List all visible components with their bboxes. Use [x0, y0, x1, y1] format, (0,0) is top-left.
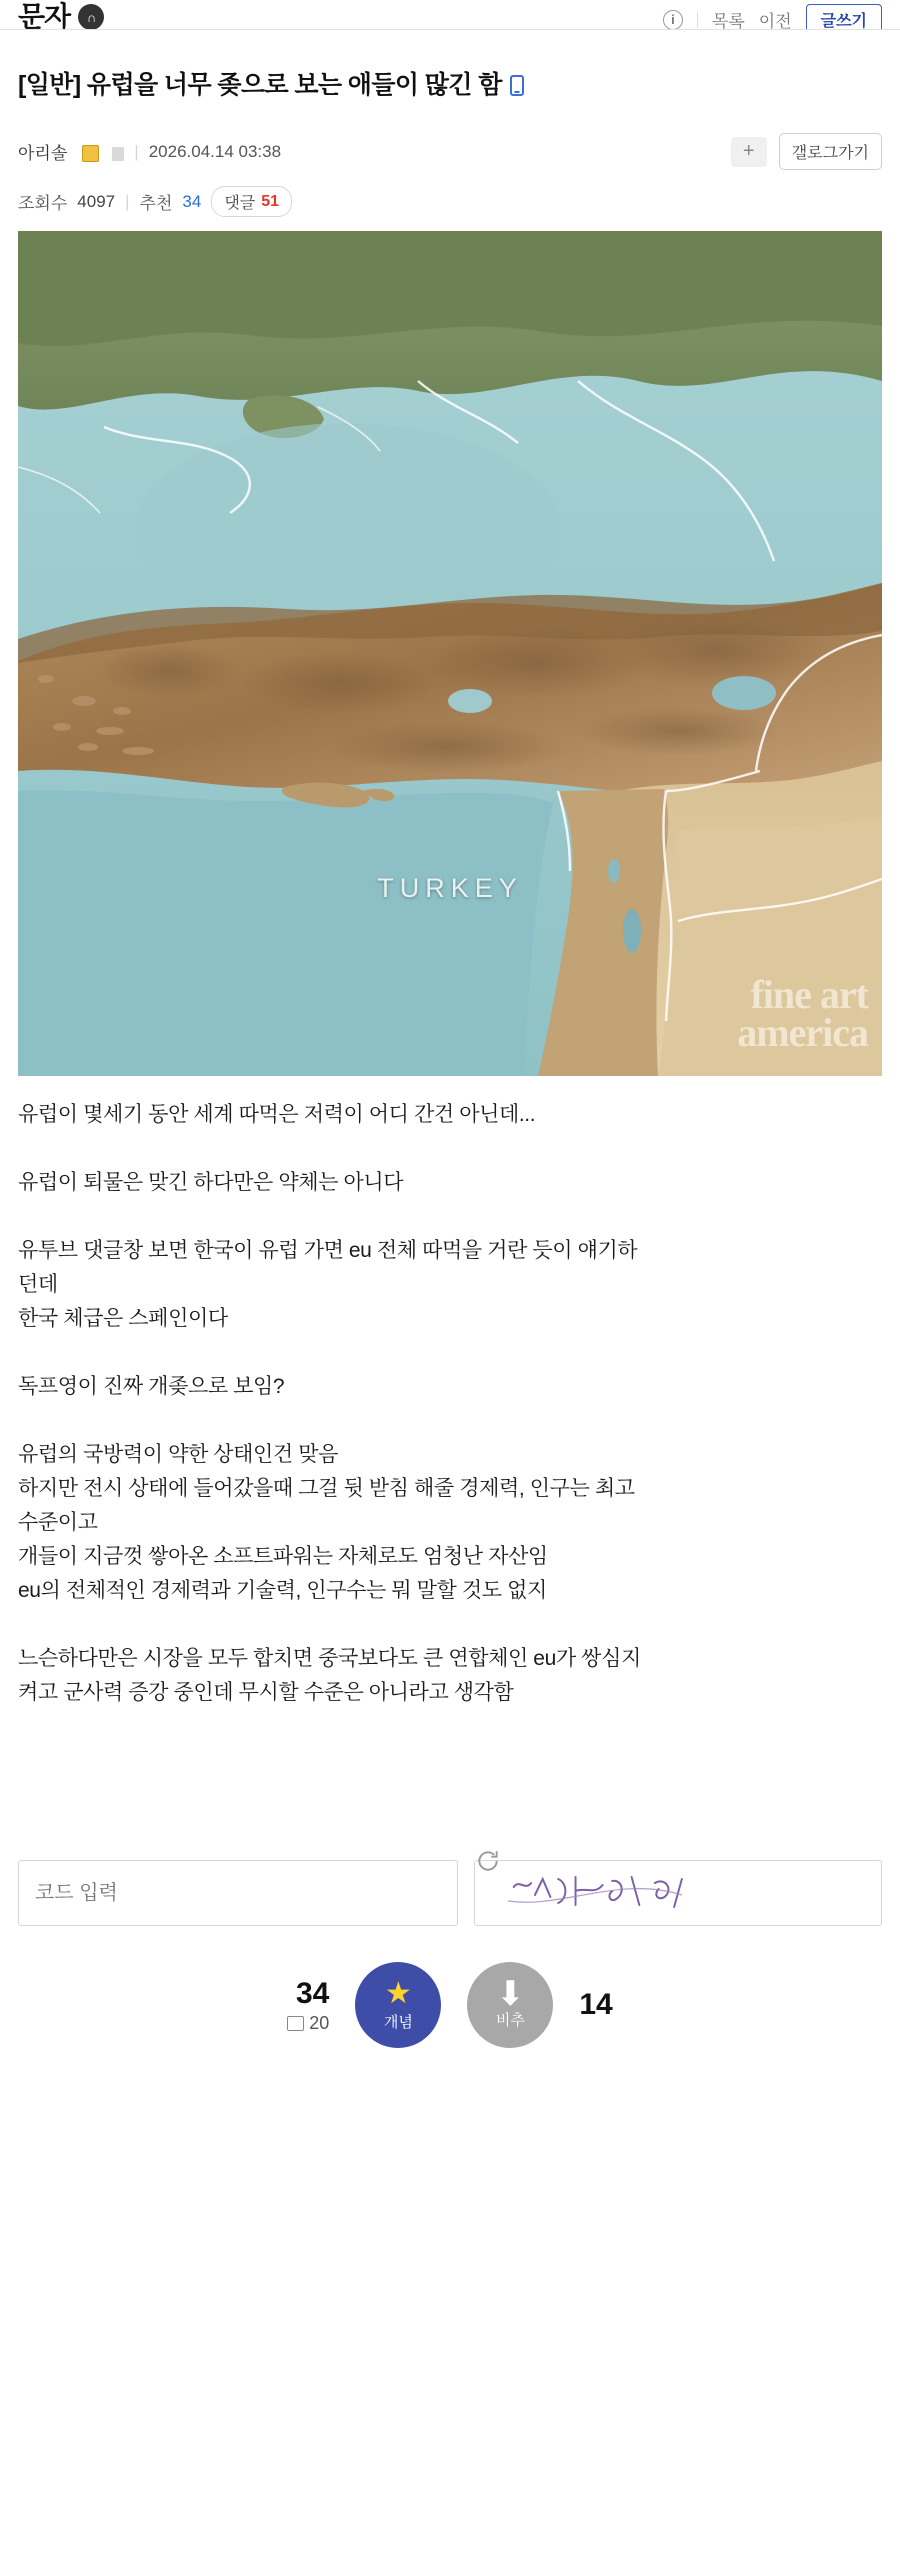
add-button[interactable]: +	[731, 137, 767, 167]
captcha-code-graphic	[475, 1861, 881, 1925]
prev-link[interactable]: 이전	[758, 12, 792, 30]
post-image[interactable]	[18, 231, 882, 1076]
upvote-label: 개념	[383, 2013, 413, 2031]
gallery-badge-icon: ∩	[78, 4, 104, 30]
post-line-blank	[18, 1336, 882, 1370]
header-actions	[663, 4, 882, 30]
comment-count: 51	[261, 192, 280, 210]
meta-divider: |	[134, 141, 139, 161]
downvote-count: 14	[579, 1988, 613, 2022]
map-country-label: TURKEY	[377, 873, 523, 904]
post-line: eu의 전체적인 경제력과 기술력, 인구수는 뭐 말할 것도 없지	[18, 1579, 547, 1603]
refresh-icon[interactable]	[475, 1848, 501, 1874]
arrow-down-icon: ⬇	[496, 1974, 525, 2013]
post-line: 켜고 군사력 증강 중인데 무시할 수준은 아니라고 생각함	[18, 1681, 514, 1705]
post-line: 유럽의 국방력이 약한 상태인건 맞음	[18, 1443, 339, 1467]
mobile-icon	[510, 75, 524, 96]
views-label: 조회수	[18, 194, 68, 214]
info-icon[interactable]: i	[663, 10, 683, 30]
downvote-button[interactable]	[467, 1962, 553, 2048]
post-line: 독프영이 진짜 개좆으로 보임?	[18, 1375, 285, 1399]
captcha-input[interactable]	[18, 1860, 458, 1926]
post-line-blank	[18, 1200, 882, 1234]
captcha-image[interactable]	[474, 1860, 882, 1926]
vote-section	[0, 1926, 900, 2072]
post-line: 유럽이 퇴물은 맞긴 하다만은 약체는 아니다	[18, 1171, 404, 1195]
upvote-count: 34	[295, 1977, 330, 2011]
post-line: 수준이고	[18, 1511, 98, 1535]
recommend-label: 추천	[139, 194, 173, 214]
author-fixed-icon	[112, 147, 124, 161]
list-link[interactable]: 목록	[711, 12, 745, 30]
comment-count-badge[interactable]	[211, 186, 292, 217]
star-icon: ★	[384, 1976, 412, 2010]
upvote-stats	[287, 1977, 329, 2034]
upvote-subcount: 20	[309, 2013, 330, 2034]
page-title	[18, 69, 882, 103]
author-name[interactable]: 아리솔	[18, 144, 68, 164]
comment-icon	[287, 2016, 304, 2031]
gallog-button[interactable]: 갤로그가기	[779, 133, 882, 170]
upvote-subcount-group	[287, 2014, 329, 2034]
post-line: 유투브 댓글창 보면 한국이 유럽 가면 eu 전체 따먹을 거란 듯이 얘기하	[18, 1239, 638, 1263]
post-title-text: [일반] 유럽을 너무 좆으로 보는 애들이 많긴 함	[18, 70, 502, 99]
divider	[697, 12, 698, 28]
post-line: 한국 체급은 스페인이다	[18, 1307, 228, 1331]
post-line-blank	[18, 1404, 882, 1438]
post-date: 2026.04.14 03:38	[148, 141, 282, 161]
views-count: 4097	[77, 191, 116, 211]
post-content	[0, 1076, 900, 1710]
watermark-line-1: fine art	[750, 972, 868, 1018]
post-line-blank	[18, 1132, 882, 1166]
post-line: 하지만 전시 상태에 들어갔을때 그걸 뒷 받침 해줄 경제력, 인구는 최고	[18, 1477, 635, 1501]
post-line: 던데	[18, 1273, 58, 1297]
watermark	[737, 972, 868, 1056]
terrain-map-graphic	[18, 231, 882, 1076]
gallery-title-group[interactable]	[18, 0, 104, 30]
post-line: 유럽이 몇세기 동안 세계 따먹은 저력이 어디 간건 아닌데...	[18, 1103, 536, 1127]
author-level-icon	[82, 145, 99, 162]
watermark-line-2: america	[737, 1010, 868, 1056]
title-section	[0, 30, 900, 133]
gallery-header	[0, 0, 900, 30]
downvote-label: 비추	[495, 2012, 525, 2030]
write-button[interactable]: 글쓰기	[806, 4, 882, 30]
post-line: 개들이 지금껏 쌓아온 소프트파워는 자체로도 엄청난 자산임	[18, 1545, 548, 1569]
upvote-button[interactable]	[355, 1962, 441, 2048]
post-meta	[0, 133, 900, 186]
gallery-title: 문자	[18, 1, 71, 30]
post-stats	[0, 186, 900, 231]
recommend-count: 34	[182, 191, 202, 211]
post-line: 느슨하다만은 시장을 모두 합치면 중국보다도 큰 연합체인 eu가 쌍심지	[18, 1647, 641, 1671]
captcha-section	[0, 1710, 900, 1926]
meta-actions	[731, 133, 882, 170]
post-line-blank	[18, 1608, 882, 1642]
comment-label: 댓글	[224, 195, 256, 213]
stats-divider: |	[125, 191, 130, 211]
